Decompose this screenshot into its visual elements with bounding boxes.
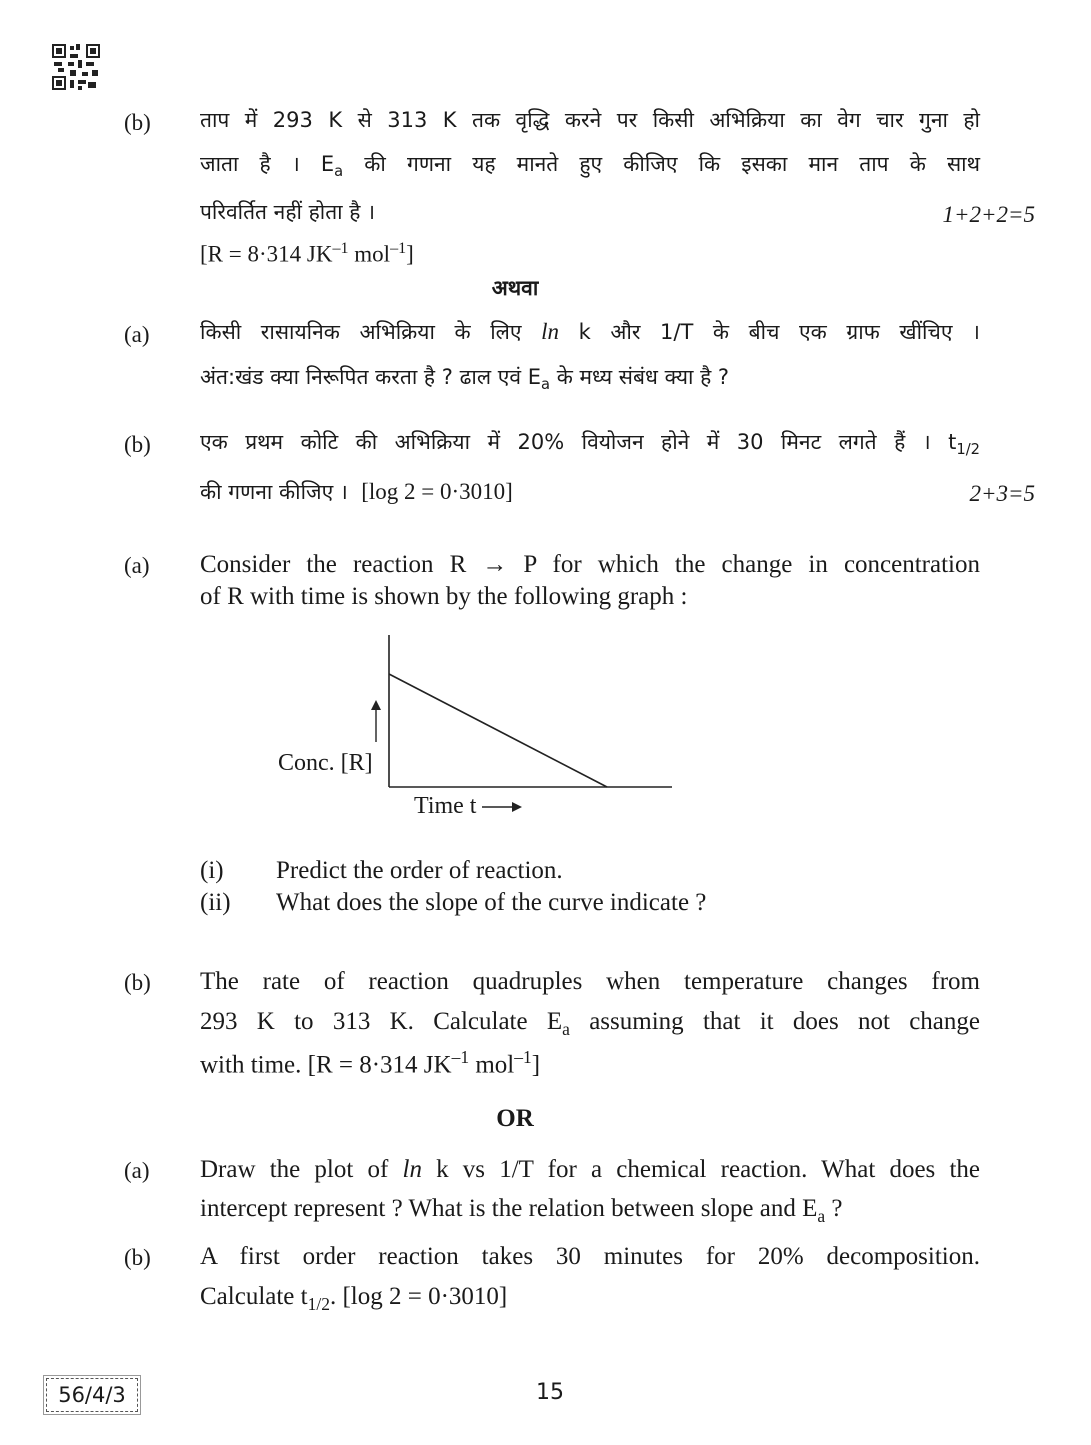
or-heading-hindi: अथवा: [491, 276, 539, 300]
paper-code: 56/4/3: [46, 1378, 138, 1412]
hindi-b2-line2: की गणना कीजिए । [log 2 = 0·3010]: [200, 479, 513, 504]
data-line: [389, 674, 607, 787]
sub-label: (i): [200, 857, 224, 884]
gas-constant: [R = 8·314 $JK^{-1}$ mol$^{-1}$]: [200, 240, 414, 267]
question-label: (b): [124, 1245, 151, 1270]
english-a2-line2: intercept represent ? What is the relation between slope and $E_a$ ?: [200, 1195, 843, 1226]
english-a1-line1: Consider the reaction R → P for which the change in concentration: [200, 551, 980, 578]
qr-code-icon: [52, 44, 100, 90]
marks-scheme: 2+3=5: [969, 481, 1035, 506]
english-b1-line1: The rate of reaction quadruples when temperature changes from: [200, 968, 980, 995]
english-a1-line2: of R with time is shown by the following graph :: [200, 583, 688, 610]
english-b1-line2: 293 K to 313 K. Calculate $E_a$ assuming that it does not change: [200, 1008, 980, 1039]
question-label: (a): [124, 553, 150, 578]
question-label: (a): [124, 322, 150, 347]
graph-x-label: Time t: [414, 793, 522, 820]
english-b2-line2: Calculate $t_{1/2}$. [log 2 = 0·3010]: [200, 1283, 508, 1314]
question-label: (b): [124, 970, 151, 995]
hindi-b1-line1: ताप में 293 K से 313 K तक वृद्धि करने पर किसी अभिक्रिया का वेग चार गुना हो: [200, 108, 980, 132]
hindi-a2-line1: किसी रासायनिक अभिक्रिया के लिए ln k और 1/T के बीच एक ग्राफ खींचिए ।: [200, 319, 980, 344]
page-number: 15: [536, 1380, 564, 1405]
graph-y-label: Conc. [R]: [278, 750, 373, 776]
question-label: (a): [124, 1158, 150, 1183]
question-label: (b): [124, 110, 151, 135]
sub-question-i: Predict the order of reaction.: [276, 857, 563, 884]
concentration-time-graph: [370, 630, 680, 790]
marks-scheme: 1+2+2=5: [942, 202, 1035, 227]
y-arrow-icon: [371, 700, 381, 710]
sub-question-ii: What does the slope of the curve indicate ?: [276, 889, 707, 916]
english-a2-line1: Draw the plot of ln k vs 1/T for a chemical reaction. What does the: [200, 1156, 980, 1183]
hindi-a2-line2: अंत:खंड क्या निरूपित करता है ? ढाल एवं $E_a$ के मध्य संबंध क्या है ?: [200, 365, 730, 394]
english-b2-line1: A first order reaction takes 30 minutes for 20% decomposition.: [200, 1243, 980, 1270]
sub-label: (ii): [200, 889, 231, 916]
hindi-b2-line1: एक प्रथम कोटि की अभिक्रिया में 20% वियोजन होने में 30 मिनट लगते हैं । $t_{1/2}$: [200, 430, 980, 459]
or-heading: OR: [496, 1105, 534, 1132]
right-arrow-icon: [482, 800, 522, 814]
hindi-b1-line3: परिवर्तित नहीं होता है ।: [200, 200, 376, 224]
hindi-b1-line2: जाता है । $E_a$ की गणना यह मानते हुए कीजिए कि इसका मान ताप के साथ: [200, 152, 980, 181]
question-label: (b): [124, 432, 151, 457]
english-b1-line3: with time. [R = 8·314 $JK^{-1}$ mol$^{-1}$]: [200, 1047, 541, 1079]
